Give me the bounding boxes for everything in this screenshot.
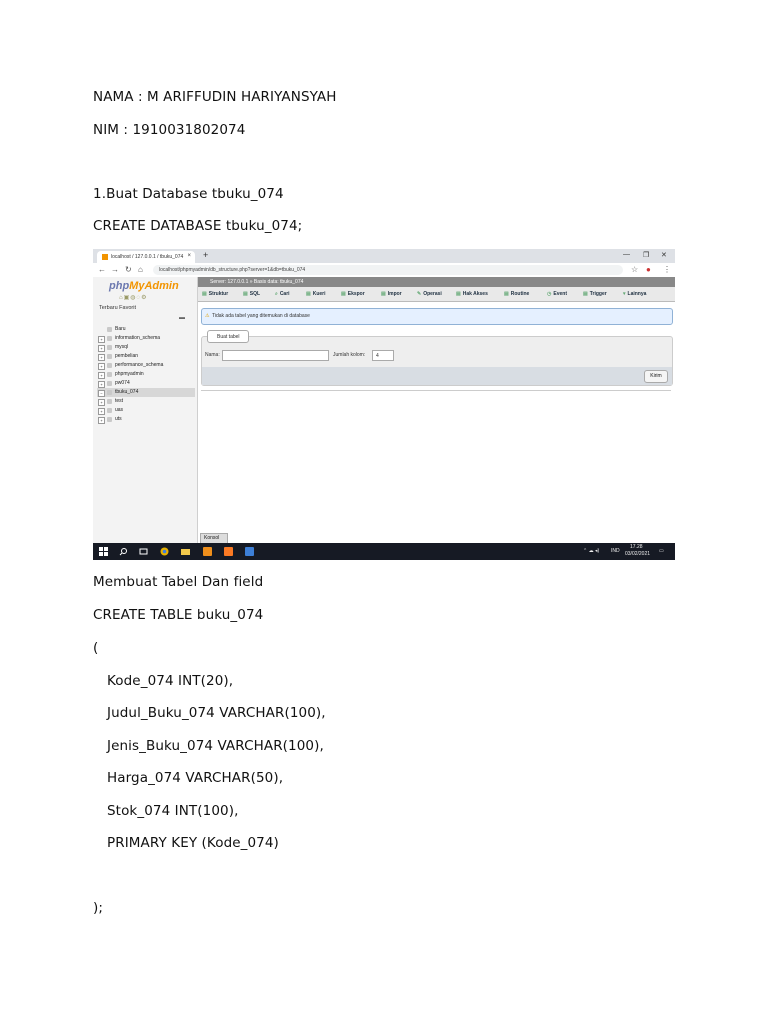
create-table-legend: Buat tabel — [207, 330, 249, 343]
database-icon — [107, 381, 112, 386]
tree-item[interactable]: + test — [97, 397, 195, 406]
sublime-icon[interactable] — [203, 547, 212, 556]
step-2-heading: Membuat Tabel Dan field — [93, 574, 264, 590]
close-tab-icon[interactable]: × — [187, 253, 191, 259]
database-icon — [107, 390, 112, 395]
open-paren: ( — [93, 640, 99, 656]
menu-routine[interactable]: ▤ Routine — [504, 291, 530, 297]
phpmyadmin-favicon-icon — [102, 254, 108, 260]
close-window-icon[interactable]: ✕ — [661, 252, 667, 259]
expand-icon[interactable]: + — [98, 363, 105, 370]
url-text: localhost/phpmyadmin/db_structure.php?server=1&db=tbuku_074 — [159, 267, 306, 273]
menu-impor[interactable]: ▤ Impor — [381, 291, 402, 297]
tree-item-selected[interactable]: − tbuku_074 — [97, 388, 195, 397]
new-tab-icon[interactable]: + — [203, 250, 209, 260]
table-name-label: Nama: — [205, 352, 220, 358]
new-icon — [107, 327, 112, 332]
menu-lainnya[interactable]: ▾ Lainnya — [623, 291, 647, 297]
windows-start-icon[interactable] — [99, 547, 108, 556]
keyboard-language[interactable]: IND — [611, 548, 620, 554]
expand-icon[interactable]: − — [98, 390, 105, 397]
phpmyadmin-sidebar — [93, 277, 198, 543]
tree-item[interactable]: + performance_schema — [97, 361, 195, 370]
menu-cari[interactable]: ⌕ Cari — [275, 291, 290, 297]
menu-event[interactable]: ◷ Event — [547, 291, 567, 297]
app-icon[interactable] — [245, 547, 254, 556]
menu-ekspor[interactable]: ▤ Ekspor — [341, 291, 365, 297]
browser-tab-title: localhost / 127.0.0.1 / tbuku_074 — [111, 254, 184, 260]
warning-icon: ⚠ — [205, 313, 210, 319]
create-table-sql: CREATE TABLE buku_074 — [93, 607, 264, 623]
home-icon[interactable]: ⌂ — [138, 265, 143, 274]
browser-tab[interactable] — [97, 251, 195, 263]
create-table-form — [201, 336, 673, 386]
clock-time[interactable]: 17.28 — [630, 544, 643, 550]
database-icon — [107, 336, 112, 341]
close-paren: ); — [93, 900, 104, 916]
minimize-icon[interactable]: — — [623, 251, 630, 258]
star-icon[interactable]: ☆ — [631, 265, 639, 274]
menu-kueri[interactable]: ▤ Kueri — [306, 291, 326, 297]
database-icon — [107, 399, 112, 404]
create-database-sql: CREATE DATABASE tbuku_074; — [93, 218, 303, 234]
tree-item[interactable]: + uts — [97, 415, 195, 424]
menu-sql[interactable]: ▤ SQL — [243, 291, 261, 297]
expand-icon[interactable]: + — [98, 417, 105, 424]
forward-icon[interactable]: → — [111, 265, 119, 274]
task-view-icon[interactable] — [139, 547, 148, 556]
sidebar-home-icons[interactable]: ⌂▣◍◌⚙ — [119, 295, 148, 301]
no-tables-notice: ⚠ Tidak ada tabel yang ditemukan di database — [201, 308, 673, 325]
column-count-input[interactable]: 4 — [372, 350, 394, 361]
breadcrumb: Server: 127.0.0.1 » Basis data: tbuku_074 — [198, 277, 675, 287]
step-1-heading: 1.Buat Database tbuku_074 — [93, 186, 284, 202]
phpmyadmin-screenshot — [93, 249, 675, 560]
tree-item[interactable]: Baru — [97, 325, 195, 334]
menu-struktur[interactable]: ▤ Struktur — [202, 291, 229, 297]
menu-trigger[interactable]: ▤ Trigger — [583, 291, 607, 297]
database-icon — [107, 372, 112, 377]
expand-icon[interactable]: + — [98, 408, 105, 415]
console-tab[interactable]: Konsol — [200, 533, 228, 544]
tree-item[interactable]: + pembelian — [97, 352, 195, 361]
maximize-icon[interactable]: ❐ — [643, 252, 650, 259]
expand-icon[interactable]: + — [98, 372, 105, 379]
primary-key-line: PRIMARY KEY (Kode_074) — [107, 835, 279, 851]
divider — [201, 390, 671, 391]
notification-icon[interactable]: ▭ — [659, 548, 664, 554]
tree-item[interactable]: + information_schema — [97, 334, 195, 343]
url-input[interactable] — [153, 265, 623, 275]
field-line: Stok_074 INT(100), — [107, 803, 239, 819]
expand-icon[interactable]: + — [98, 381, 105, 388]
file-explorer-icon[interactable] — [181, 547, 190, 556]
sidebar-tabs[interactable]: Terbaru Favorit — [99, 305, 136, 311]
kirim-button[interactable]: Kirim — [644, 370, 668, 383]
student-nim: NIM : 1910031802074 — [93, 122, 246, 138]
expand-icon[interactable]: + — [98, 399, 105, 406]
database-icon — [107, 417, 112, 422]
search-icon[interactable] — [119, 547, 128, 556]
tree-item[interactable]: + uas — [97, 406, 195, 415]
field-line: Judul_Buku_074 VARCHAR(100), — [107, 705, 326, 721]
phpmyadmin-main — [198, 277, 675, 543]
tray-icons[interactable]: ⌃ ☁ ◂) — [583, 548, 600, 554]
field-line: Harga_074 VARCHAR(50), — [107, 770, 284, 786]
database-icon — [107, 408, 112, 413]
form-footer — [202, 367, 672, 385]
menu-operasi[interactable]: ✎ Operasi — [417, 291, 442, 297]
profile-icon[interactable]: ● — [646, 265, 651, 274]
field-line: Jenis_Buku_074 VARCHAR(100), — [107, 738, 324, 754]
more-icon[interactable]: ⋮ — [663, 265, 671, 274]
top-menu — [198, 287, 675, 302]
tree-item[interactable]: + pw074 — [97, 379, 195, 388]
phpmyadmin-logo[interactable]: phpMyAdmin — [109, 280, 179, 292]
field-line: Kode_074 INT(20), — [107, 673, 234, 689]
tree-item[interactable]: + phpmyadmin — [97, 370, 195, 379]
column-count-label: Jumlah kolom: — [333, 352, 366, 358]
chrome-icon[interactable] — [160, 547, 169, 556]
database-icon — [107, 354, 112, 359]
table-name-input[interactable] — [222, 350, 329, 361]
expand-icon[interactable]: + — [98, 345, 105, 352]
expand-icon[interactable]: + — [98, 336, 105, 343]
student-name: NAMA : M ARIFFUDIN HARIYANSYAH — [93, 89, 337, 105]
database-tree — [97, 325, 195, 424]
database-icon — [107, 345, 112, 350]
xampp-icon[interactable] — [224, 547, 233, 556]
browser-tab-bar — [93, 249, 675, 263]
address-bar — [93, 263, 675, 278]
expand-icon[interactable]: + — [98, 354, 105, 361]
menu-hak-akses[interactable]: ▤ Hak Akses — [456, 291, 488, 297]
collapse-icon[interactable]: ▬ — [179, 315, 185, 321]
windows-taskbar — [93, 543, 675, 560]
reload-icon[interactable]: ↻ — [125, 265, 132, 274]
tree-item[interactable]: + mysql — [97, 343, 195, 352]
back-icon[interactable]: ← — [98, 265, 106, 274]
clock-date[interactable]: 03/02/2021 — [625, 551, 651, 557]
database-icon — [107, 363, 112, 368]
